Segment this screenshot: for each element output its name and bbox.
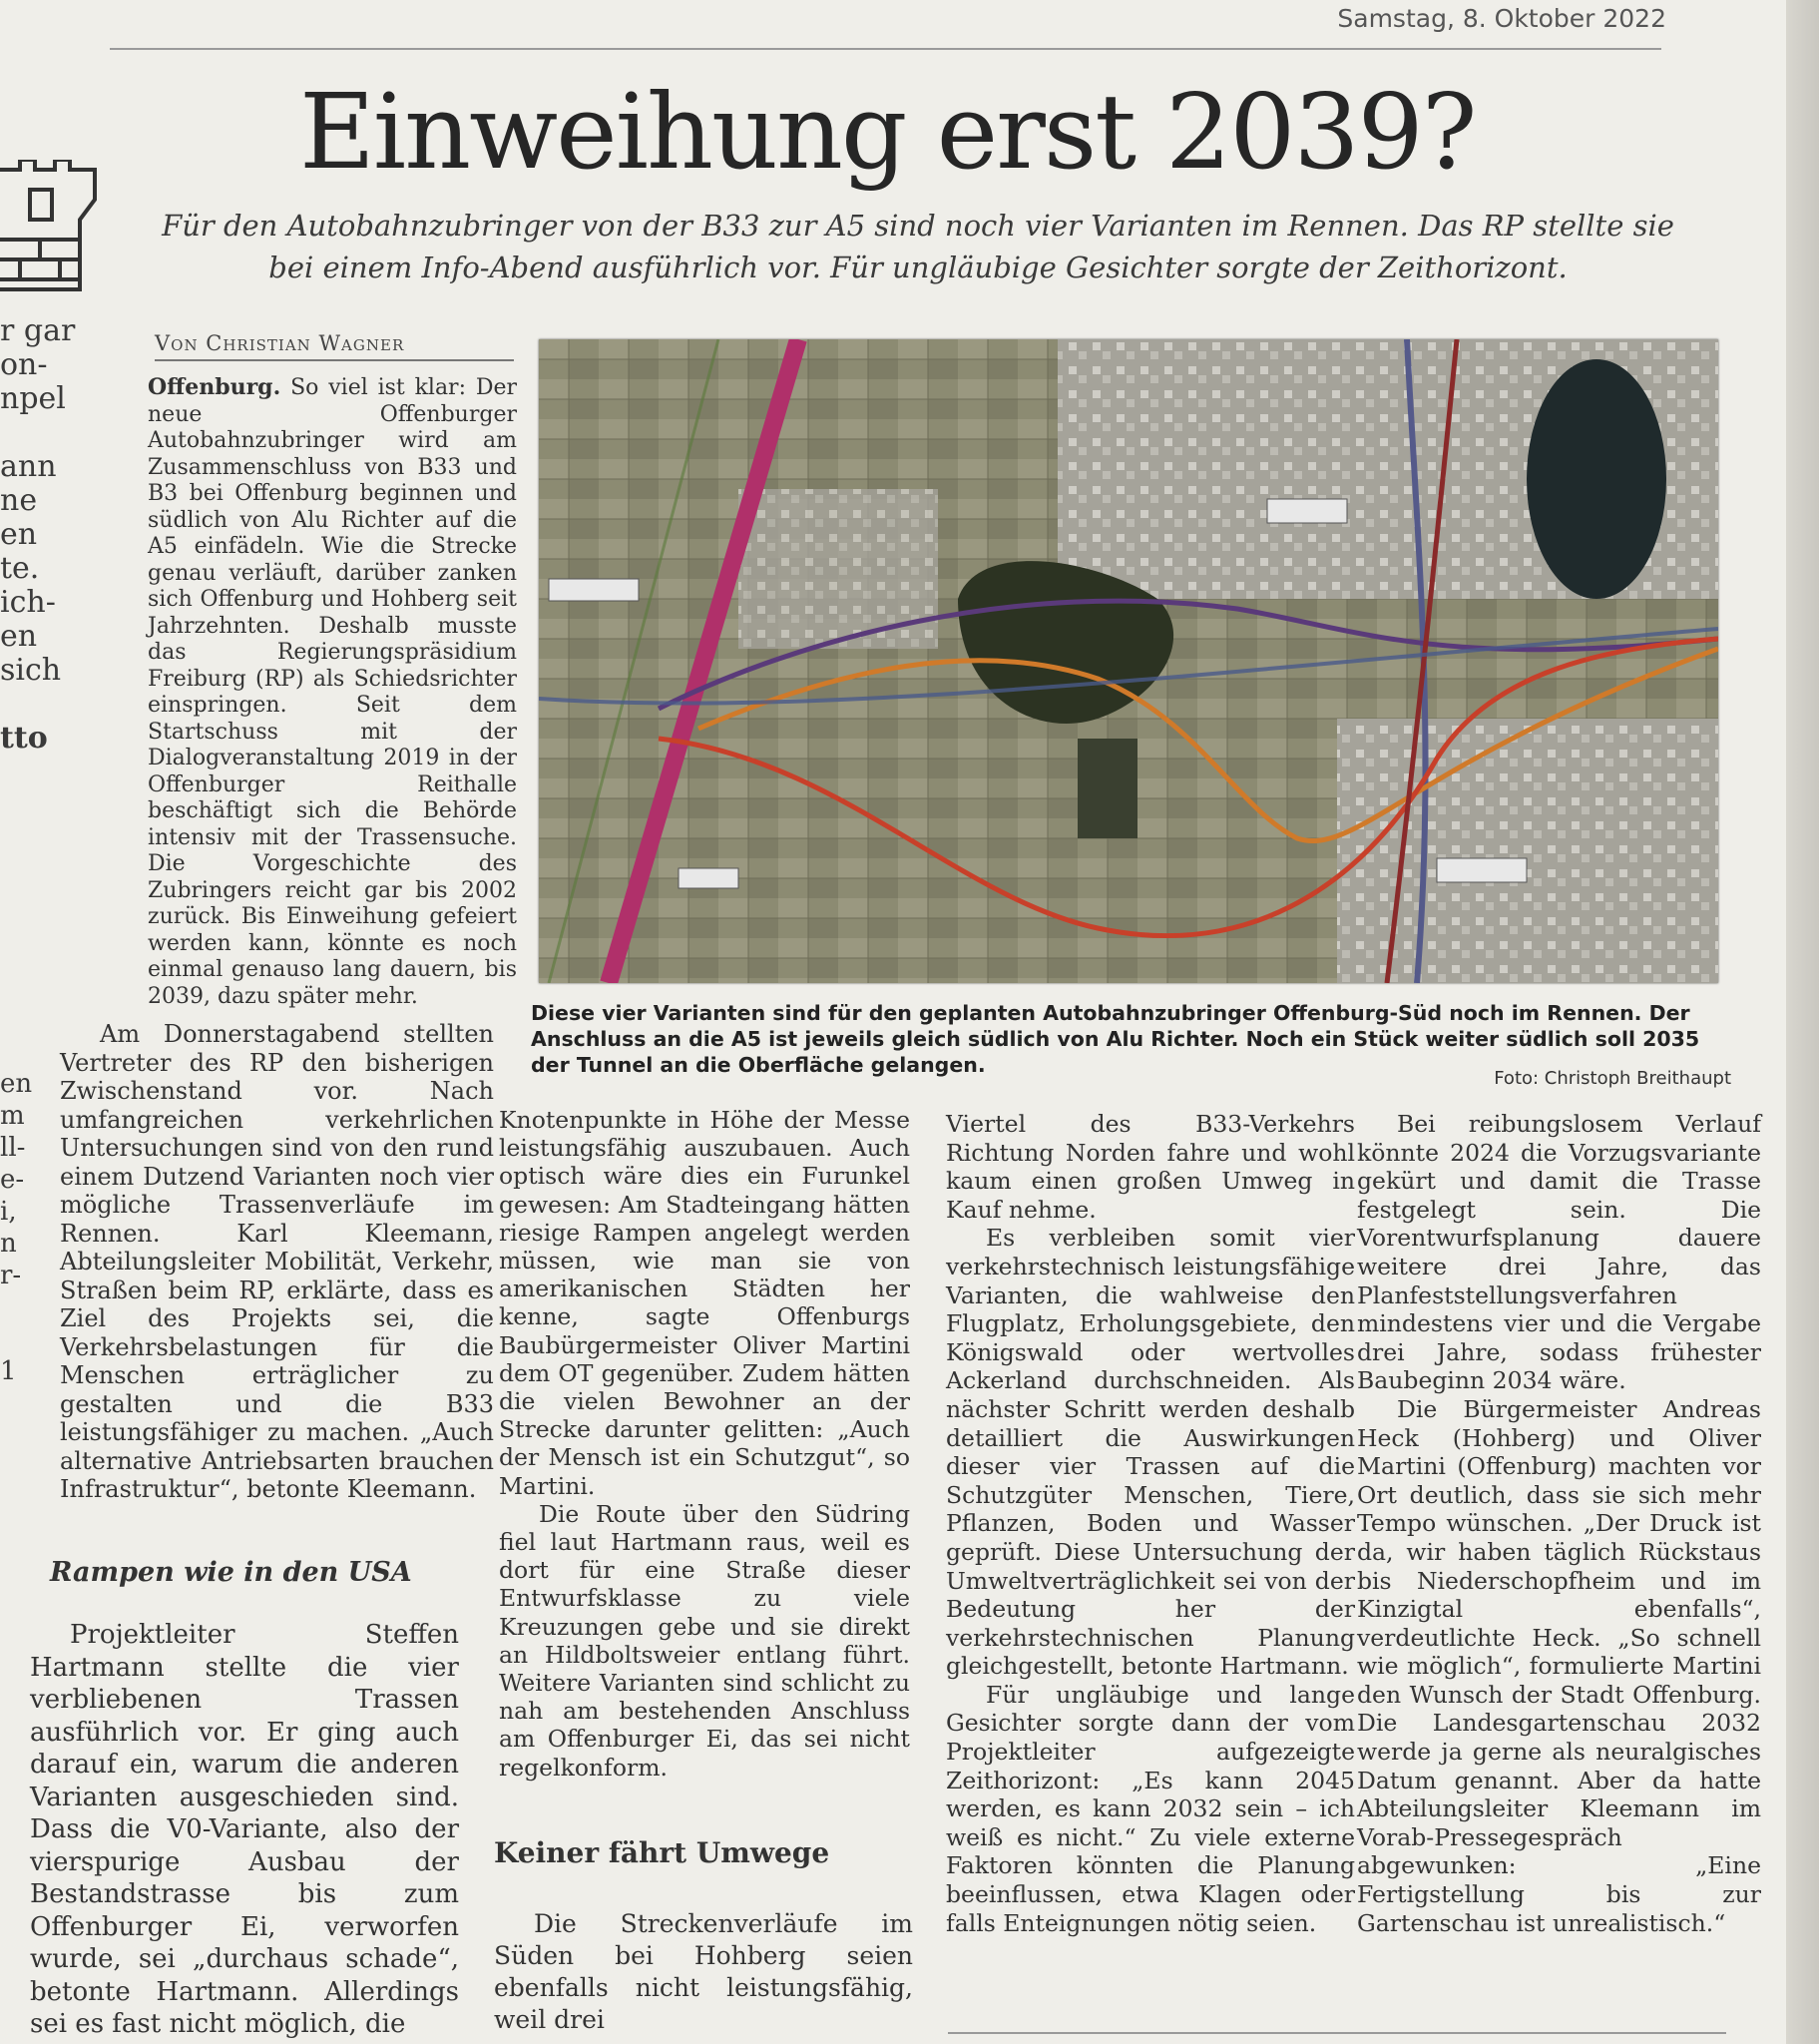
lake bbox=[1527, 359, 1666, 599]
neighbor-line: r gar bbox=[0, 314, 76, 348]
map-label-box bbox=[1437, 858, 1527, 882]
column-4 bbox=[1357, 1110, 1761, 1937]
neighbor-line: sich bbox=[0, 653, 62, 688]
neighbor-line: tto bbox=[0, 721, 48, 756]
subtitle-umwege: Keiner fährt Umwege bbox=[494, 1836, 830, 1869]
paragraph-8: Es verbleiben somit vier verkehrstechnisch leistungsfähige Varianten, die wahlweise den Flugplatz, Erholungsgebiete, den Königswald oder wertvolles Ackerland durchschneiden. Als nächster Schritt werden deshalb detailliert die Auswirkungen dieser vier Trassen auf die Schutzgüter Menschen, Tiere, Pflanzen, Boden und Wasser geprüft. Diese Untersuchung der Umweltverträglichkeit sei von der Bedeutung her der verkehrstechnischen Planung gleichgestellt, betonte Hartmann. bbox=[946, 1224, 1355, 1681]
paragraph-11: Die Bürgermeister Andreas Heck (Hohberg) und Oliver Martini (Offenburg) machten vor Ort deutlich, dass sie sich mehr Tempo wünschen. „Der Druck ist da, wir haben täglich Rückstaus bis Niederschopfheim und im Kinzigtal ebenfalls“, verdeutlichte Heck. „So schnell wie möglich“, formulierte Martini den Wunsch der Stadt Offenburg. Die Landesgartenschau 2032 werde ja gerne als neuralgisches Datum genannt. Aber da hatte Abteilungsleiter Kleemann im Vorab-Pressegespräch abgewunken: „Eine Fertigstellung bis zur Gartenschau ist unrealistisch.“ bbox=[1357, 1394, 1761, 1937]
paragraph-2: Am Donnerstagabend stellten Vertreter des RP den bisherigen Zwischenstand vor. Nach umfangreichen verkehrlichen Untersuchungen sind von den rund einem Dutzend Varianten noch vier mögliche Trassenverläufe im Rennen. Karl Kleemann, Abteilungsleiter Mobilität, Verkehr, Straßen beim RP, erklärte, dass es Ziel des Projekts sei, die Verkehrsbelastungen für die Menschen erträglicher zu gestalten und die B33 leistungsfähiger zu machen. „Auch alternative Antriebsarten brauchen Infrastruktur“, betonte Kleemann. bbox=[60, 1020, 494, 1503]
neighbor-line: m bbox=[0, 1101, 25, 1131]
column-1-bottom bbox=[30, 1619, 459, 2041]
paragraph-6: Die Streckenverläufe im Süden bei Hohberg seien ebenfalls nicht leistungsfähig, weil drei bbox=[494, 1909, 913, 2034]
paragraph-4: Knotenpunkte in Höhe der Messe leistungsfähig auszubauen. Auch optisch wäre dies ein Furunkel gewesen: Am Stadteingang hätten riesige Rampen angelegt werden müssen, wie man sie von amerikanischen Städten her kenne, sagte Offenburgs Baubürgermeister Oliver Martini dem OT gegenüber. Zudem hätten die vielen Bewohner an der Strecke darunter gelitten: „Auch der Mensch ist ein Schutzgut“, so Martini. bbox=[499, 1106, 910, 1500]
neighbor-line: r- bbox=[0, 1261, 22, 1290]
page-edge bbox=[1786, 0, 1819, 2044]
dateline: Offenburg. bbox=[148, 374, 281, 400]
neighbor-line: ll- bbox=[0, 1133, 26, 1163]
neighbor-column-mid bbox=[0, 1068, 40, 1387]
headline: Einweihung erst 2039? bbox=[299, 71, 1476, 193]
column-3 bbox=[946, 1110, 1355, 1937]
castle-icon bbox=[0, 160, 100, 299]
paragraph-9: Für ungläubige und lange Gesichter sorgte dann der vom Projektleiter aufgezeigte Zeithorizont: „Es kann 2045 werden, es kann 2032 sein – ich weiß es nicht.“ Zu viele externe Faktoren könnten die Planung beeinflussen, etwa Klagen oder falls Enteignungen nötig seien. bbox=[946, 1680, 1355, 1937]
bottom-rule bbox=[948, 2032, 1726, 2034]
issue-date: Samstag, 8. Oktober 2022 bbox=[1337, 4, 1666, 33]
route-map-photo bbox=[539, 339, 1718, 983]
subheadline: Für den Autobahnzubringer von der B33 zur A5 sind noch vier Varianten im Rennen. Das RP stellte sie bei einem Info-Abend ausführlich vor. Für ungläubige Gesichter sorgte der Zeithorizont. bbox=[162, 209, 1674, 284]
map-label-box bbox=[679, 868, 738, 888]
byline: Von Christian Wagner bbox=[155, 331, 514, 361]
paragraph-1-text: So viel ist klar: Der neue Offenburger Autobahnzubringer wird am Zusammenschluss von B33 und B3 bei Offenburg beginnen und südlich von Alu Richter auf die A5 einfädeln. Wie die Strecke genau verläuft, darüber zanken sich Offenburg und Hohberg seit Jahrzehnten. Deshalb musste das Regierungspräsidium Freiburg (RP) als Schiedsrichter einspringen. Seit dem Startschuss mit der Dialogveranstaltung 2019 in der Offenburger Reithalle beschäftigt sich die Behörde intensiv mit der Trassensuche. Die Vorgeschichte des Zubringers reicht gar bis 2002 zurück. Bis Einweihung gefeiert werden kann, könnte es noch einmal genauso lang dauern, bis 2039, dazu später mehr. bbox=[148, 375, 517, 1009]
neighbor-line: n bbox=[0, 1229, 17, 1259]
forest-patch bbox=[1078, 739, 1137, 838]
column-1-middle bbox=[60, 1020, 494, 1504]
header-rule bbox=[110, 48, 1661, 50]
neighbor-line: i, bbox=[0, 1197, 17, 1227]
neighbor-line: te. bbox=[0, 551, 40, 586]
paragraph-10: Bei reibungslosem Verlauf könnte 2024 die Vorzugsvariante gekürt und damit die Trasse festgelegt sein. Die Vorentwurfsplanung dauere weitere drei Jahre, das Planfeststellungsverfahren mindestens vier und die Vergabe drei Jahre, sodass frühester Baubeginn 2034 wäre. bbox=[1357, 1110, 1761, 1395]
map-label-box bbox=[1267, 499, 1347, 523]
neighbor-line: ann bbox=[0, 449, 57, 484]
neighbor-line: e- bbox=[0, 1165, 25, 1195]
paragraph-3: Projektleiter Steffen Hartmann stellte die vier verbliebenen Trassen ausführlich vor. Er ging auch darauf ein, warum die anderen Varianten ausgeschieden sind. Dass die V0-Variante, also der vierspurige Ausbau der Bestandstrasse bis zum Offenburger Ei, verworfen wurde, sei „durchaus schade“, betonte Hartmann. Allerdings sei es fast nicht möglich, die bbox=[30, 1620, 459, 2039]
neighbor-line: ne bbox=[0, 483, 38, 518]
neighbor-column-top bbox=[0, 314, 90, 756]
subtitle-rampen: Rampen wie in den USA bbox=[50, 1557, 412, 1588]
column-1-top bbox=[148, 374, 517, 1010]
photo-credit: Foto: Christoph Breithaupt bbox=[1494, 1068, 1731, 1089]
neighbor-line: en bbox=[0, 517, 38, 552]
neighbor-line: on- bbox=[0, 347, 48, 382]
neighbor-line: ich- bbox=[0, 585, 56, 620]
column-2 bbox=[499, 1106, 910, 1782]
neighbor-line: en bbox=[0, 619, 38, 654]
neighbor-line: npel bbox=[0, 381, 66, 416]
column-2-bottom bbox=[494, 1908, 913, 2036]
map-label-box bbox=[549, 579, 639, 601]
paragraph-1 bbox=[148, 374, 517, 1010]
neighbor-line: 1 bbox=[0, 1356, 17, 1386]
photo-caption: Diese vier Varianten sind für den geplanten Autobahnzubringer Offenburg-Süd noch im Rennen. Der Anschluss an die A5 ist jeweils gleich südlich von Alu Richter. Noch ein Stück weiter südlich soll 2035 der Tunnel an die Oberfläche gelangen. bbox=[531, 1001, 1700, 1077]
neighbor-line: en bbox=[0, 1069, 33, 1099]
paragraph-5: Die Route über den Südring fiel laut Hartmann raus, weil es dort für eine Straße dieser Entwurfsklasse zu viele Kreuzungen gebe und sie direkt an Hildboltsweier entlang führt. Weitere Varianten sind schlicht zu nah am bestehenden Anschluss am Offenburger Ei, das sei nicht regelkonform. bbox=[499, 1499, 910, 1782]
paragraph-7: Viertel des B33-Verkehrs Richtung Norden fahre und wohl kaum einen großen Umweg in Kauf nehme. bbox=[946, 1110, 1355, 1224]
